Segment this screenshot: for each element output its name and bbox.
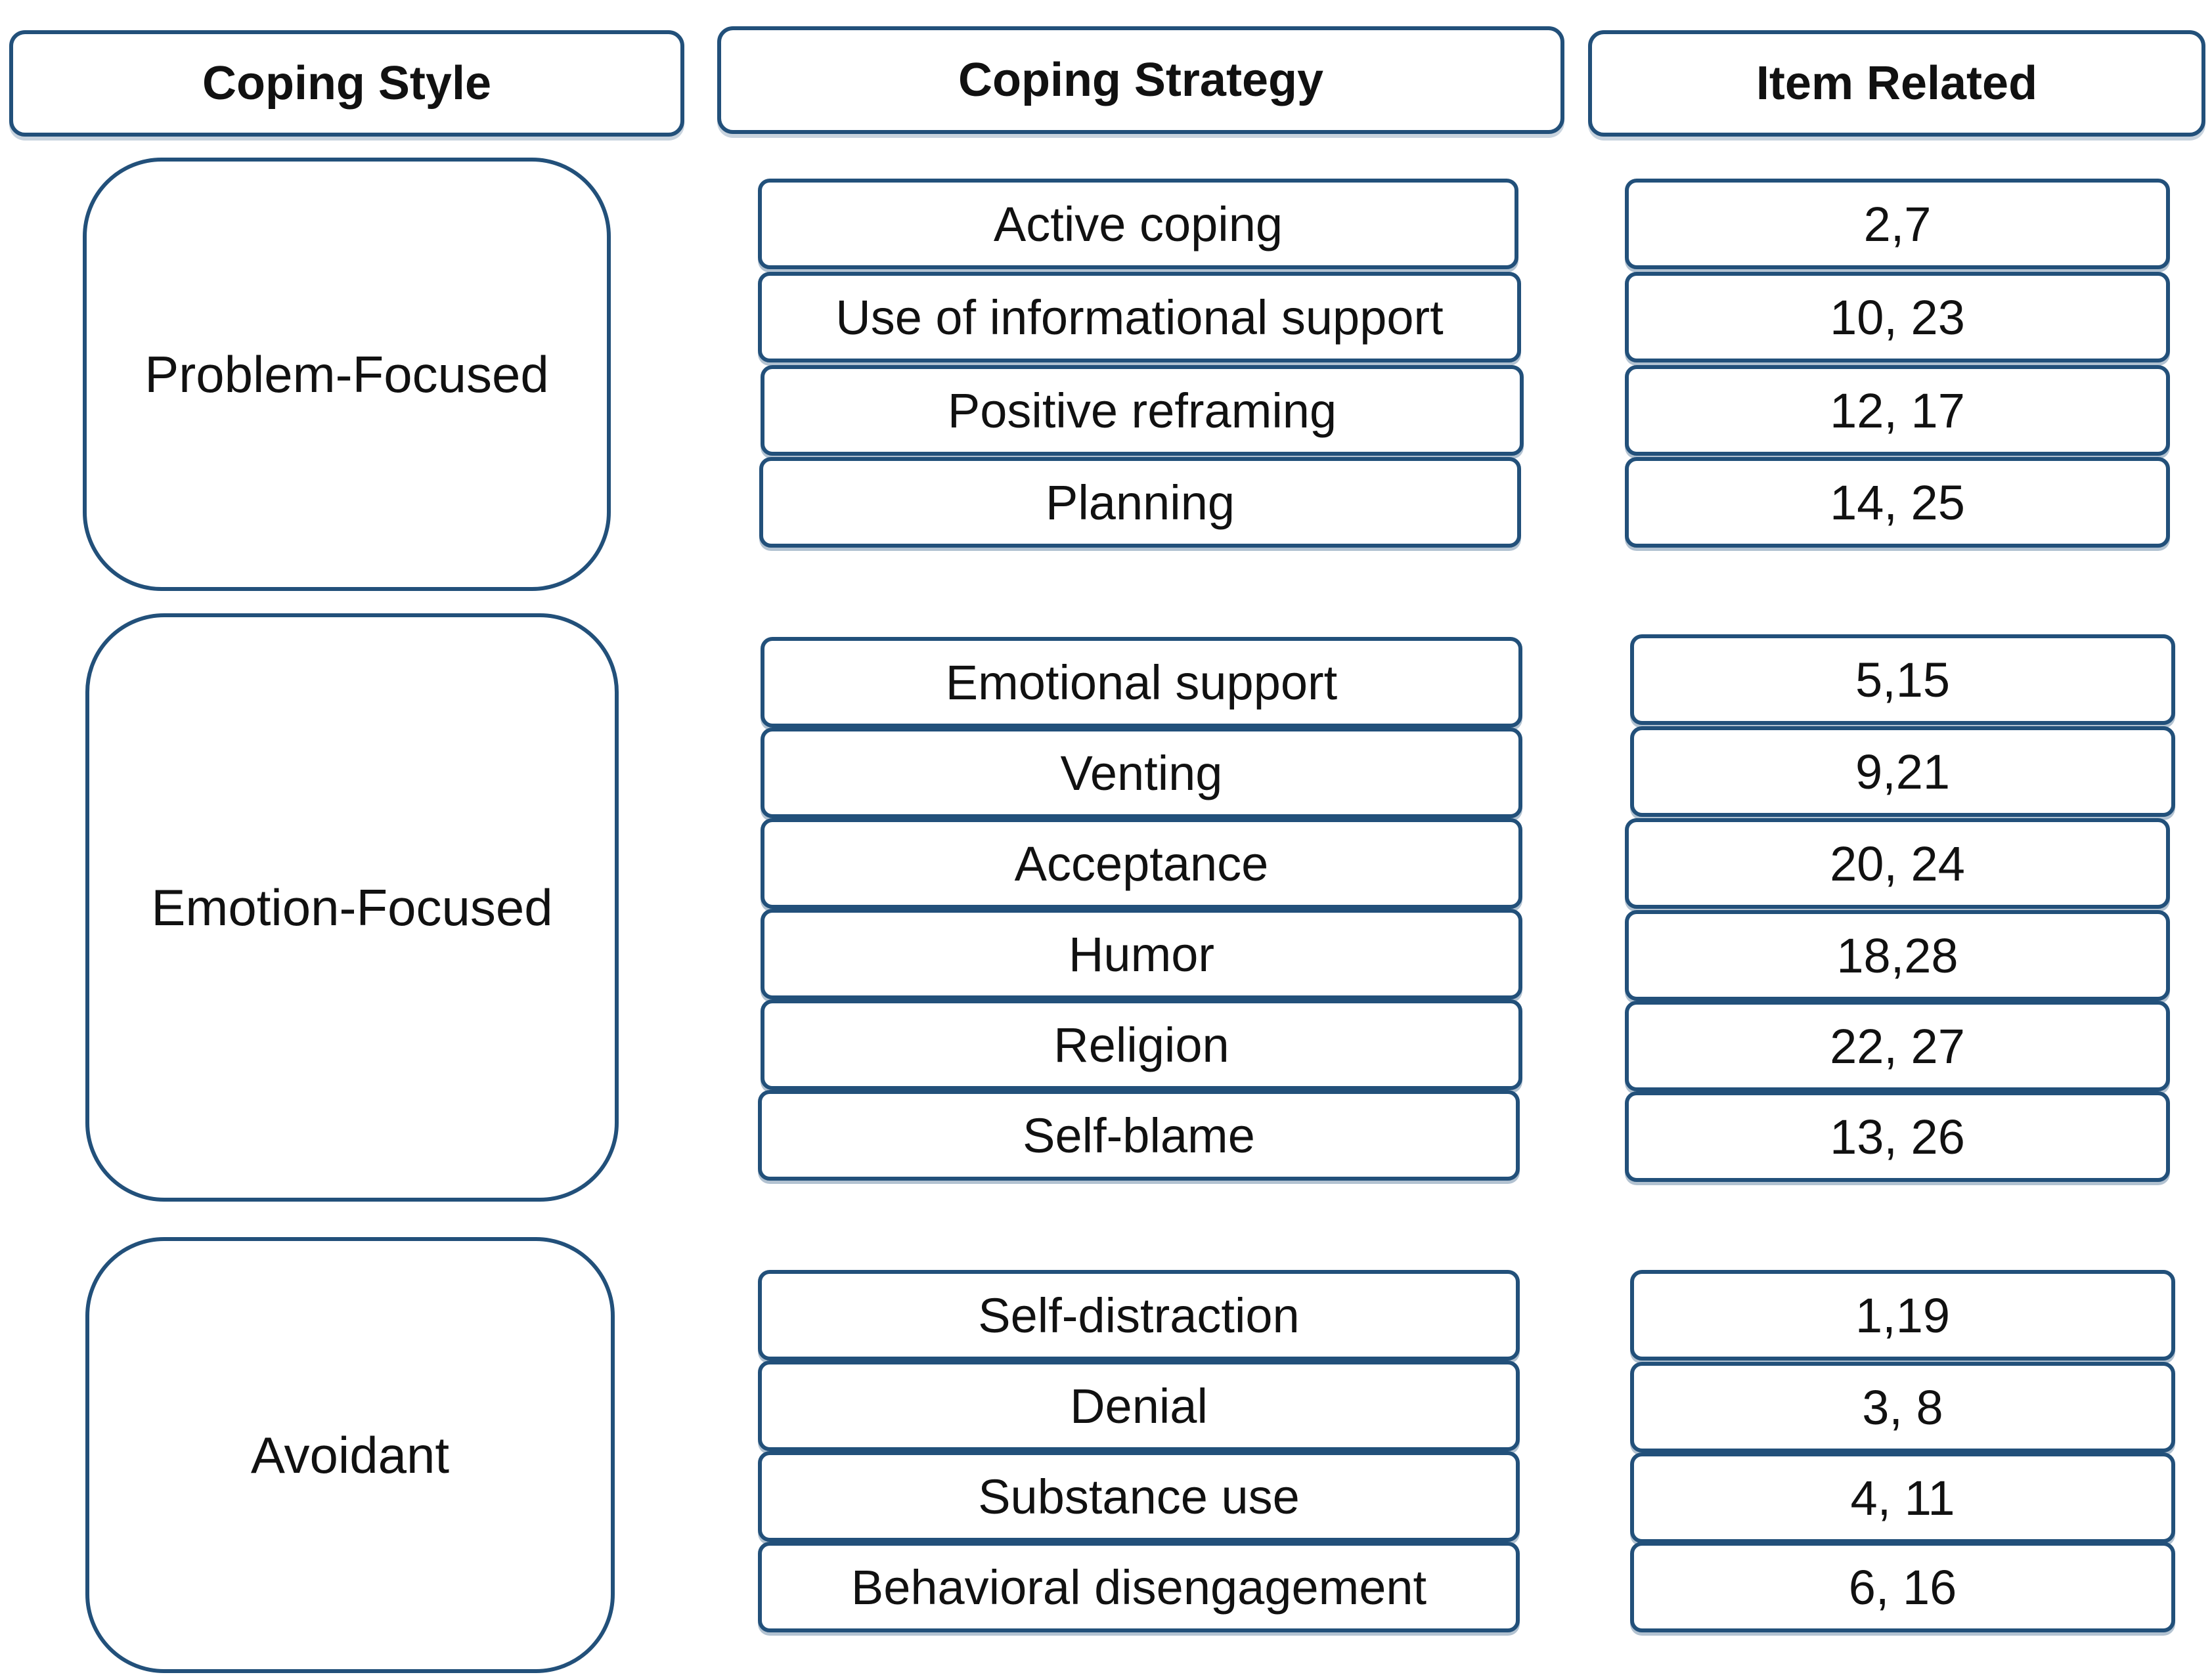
strategy-substance-use: Substance use [758,1451,1520,1542]
strategy-planning: Planning [759,457,1521,548]
strategy-self-distraction: Self-distraction [758,1270,1520,1361]
strategy-venting: Venting [761,728,1522,818]
style-emotion-focused: Emotion-Focused [85,613,619,1202]
header-item-related: Item Related [1588,30,2205,137]
items-planning: 14, 25 [1625,457,2170,548]
items-self-distraction: 1,19 [1630,1270,2175,1361]
strategy-humor: Humor [761,909,1522,999]
items-religion: 22, 27 [1625,1001,2170,1091]
strategy-religion: Religion [761,999,1522,1090]
items-substance-use: 4, 11 [1630,1452,2175,1543]
items-positive-reframing: 12, 17 [1625,365,2170,456]
strategy-informational-support: Use of informational support [758,272,1521,362]
items-informational-support: 10, 23 [1625,272,2170,362]
items-active-coping: 2,7 [1625,179,2170,269]
items-humor: 18,28 [1625,910,2170,1001]
strategy-self-blame: Self-blame [758,1090,1520,1181]
items-venting: 9,21 [1630,726,2175,817]
strategy-behavioral-disengagement: Behavioral disengagement [758,1542,1520,1632]
header-coping-style: Coping Style [9,30,684,137]
style-problem-focused: Problem-Focused [83,158,611,591]
strategy-positive-reframing: Positive reframing [761,365,1524,456]
items-self-blame: 13, 26 [1625,1091,2170,1182]
strategy-emotional-support: Emotional support [761,637,1522,728]
strategy-active-coping: Active coping [758,179,1518,269]
header-coping-strategy: Coping Strategy [717,26,1564,134]
items-acceptance: 20, 24 [1625,818,2170,909]
items-denial: 3, 8 [1630,1362,2175,1452]
strategy-denial: Denial [758,1361,1520,1451]
items-emotional-support: 5,15 [1630,634,2175,725]
style-avoidant: Avoidant [85,1237,615,1673]
items-behavioral-disengagement: 6, 16 [1630,1542,2175,1632]
strategy-acceptance: Acceptance [761,818,1522,909]
